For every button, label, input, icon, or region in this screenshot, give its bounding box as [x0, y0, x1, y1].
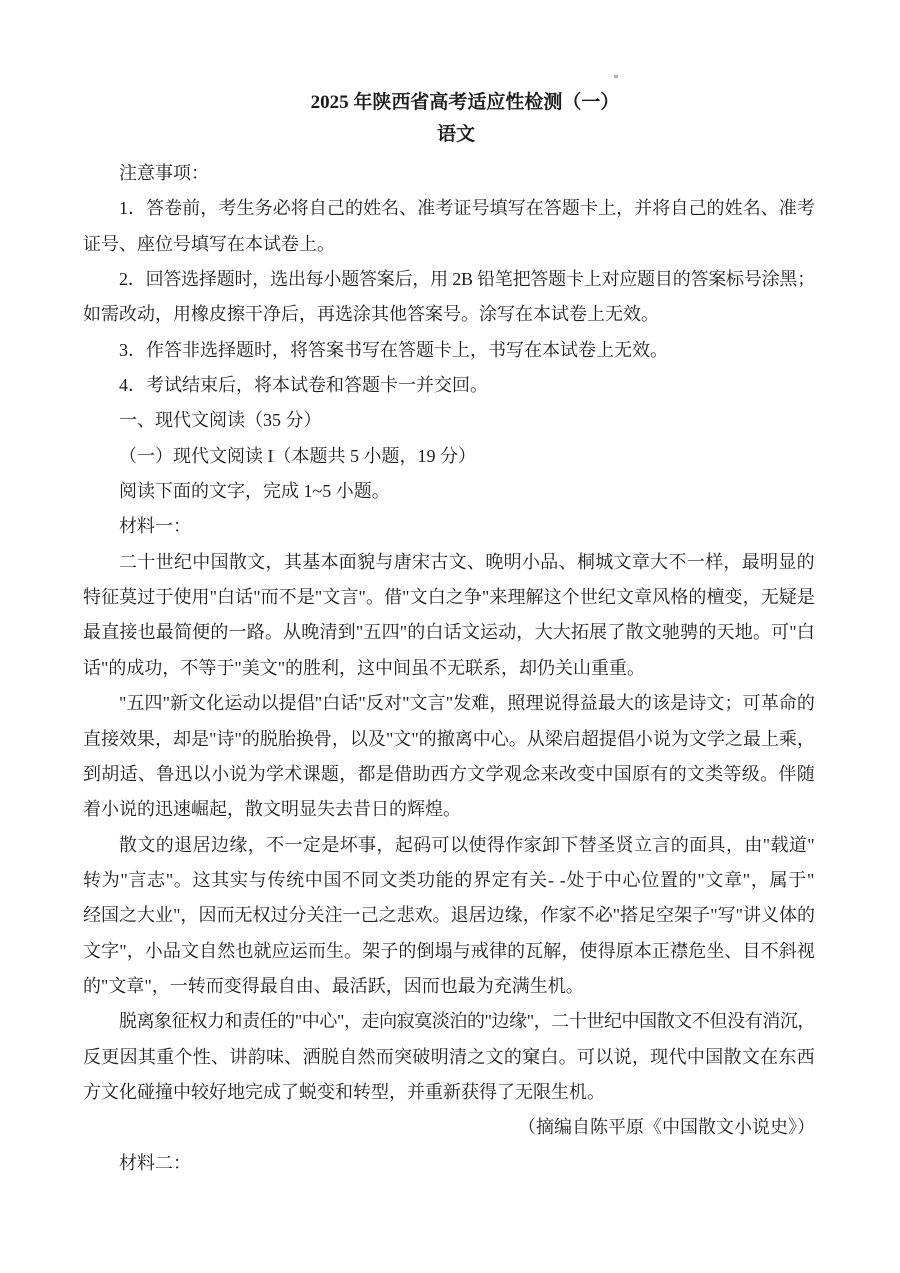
text-line: （摘编自陈平原《中国散文小说史》）: [518, 1117, 815, 1138]
text-line: "五四"新文化运动以提倡"白话"反对"文言"发难，照理说得益最大的该是诗文；可革命的: [119, 693, 815, 714]
text-line: 证号、座位号填写在本试卷上。: [83, 233, 335, 254]
page-title: 2025 年陕西省高考适应性检测（一）: [310, 92, 620, 113]
text-line: （一）现代文阅读 I（本题共 5 小题，19 分）: [119, 445, 476, 466]
text-line: 方文化碰撞中较好地完成了蜕变和转型，并重新获得了无限生机。: [83, 1081, 605, 1102]
text-line: 1．答卷前，考生务必将自己的姓名、准考证号填写在答题卡上，并将自己的姓名、准考: [119, 198, 815, 219]
text-line: 反更因其重个性、讲韵味、洒脱自然而突破明清之文的窠白。可以说，现代中国散文在东西: [83, 1046, 815, 1067]
text-line: 经国之大业"，因而无权过分关注一己之悲欢。退居边缘，作家不必"搭足空架子"写"讲义体的: [83, 905, 815, 926]
text-line: 最直接也最简便的一路。从晚清到"五四"的白话文运动，大大拓展了散文驰骋的天地。可"白: [83, 622, 815, 643]
text-line: 到胡适、鲁迅以小说为学术课题，都是借助西方文学观念来改变中国原有的文类等级。伴随: [83, 763, 815, 784]
document-content: [83, 92, 815, 1181]
document-body: [83, 156, 815, 1181]
scan-artifact-dot: [614, 75, 618, 78]
text-line: 4．考试结束后，将本试卷和答题卡一并交回。: [119, 375, 488, 396]
text-line: 2．回答选择题时，选出每小题答案后，用 2B 铅笔把答题卡上对应题目的答案标号涂黑；: [119, 269, 815, 290]
text-line: 二十世纪中国散文，其基本面貌与唐宋古文、晚明小品、桐城文章大不一样，最明显的: [119, 551, 815, 572]
text-line: 材料一：: [119, 516, 191, 537]
text-line: 的"文章"，一转而变得最自由、最活跃，因而也最为充满生机。: [83, 975, 584, 996]
text-line: 阅读下面的文字，完成 1~5 小题。: [119, 481, 390, 502]
text-line: 直接效果，却是"诗"的脱胎换骨，以及"文"的撤离中心。从梁启超提倡小说为文学之最上乘，: [83, 728, 815, 749]
text-line: 脱离象征权力和责任的"中心"，走向寂寞淡泊的"边缘"，二十世纪中国散文不但没有消沉，: [119, 1011, 815, 1032]
text-line: 着小说的迅速崛起，散文明显失去昔日的辉煌。: [83, 799, 461, 820]
text-line: 特征莫过于使用"白话"而不是"文言"。借"文白之争"来理解这个世纪文章风格的檀变，无疑是: [83, 587, 815, 608]
text-line: 一、现代文阅读（35 分）: [119, 410, 322, 431]
subject-title: 语文: [436, 124, 475, 145]
text-line: 注意事项：: [119, 163, 209, 183]
text-line: 材料二：: [119, 1152, 191, 1173]
text-line: 3．作答非选择题时，将答案书写在答题卡上，书写在本试卷上无效。: [119, 339, 668, 360]
text-line: 散文的退居边缘，不一定是坏事，起码可以使得作家卸下替圣贤立言的面具，由"载道": [119, 834, 815, 855]
text-line: 转为"言志"。这其实与传统中国不同文类功能的界定有关- -处于中心位置的"文章"，属于": [83, 869, 815, 890]
text-line: 文字"，小品文自然也就应运而生。架子的倒塌与戒律的瓦解，使得原本正襟危坐、目不斜视: [83, 940, 815, 961]
text-line: 话"的成功，不等于"美文"的胜利，这中间虽不无联系，却仍关山重重。: [83, 657, 646, 678]
text-line: 如需改动，用橡皮擦干净后，再选涂其他答案号。涂写在本试卷上无效。: [83, 304, 659, 325]
